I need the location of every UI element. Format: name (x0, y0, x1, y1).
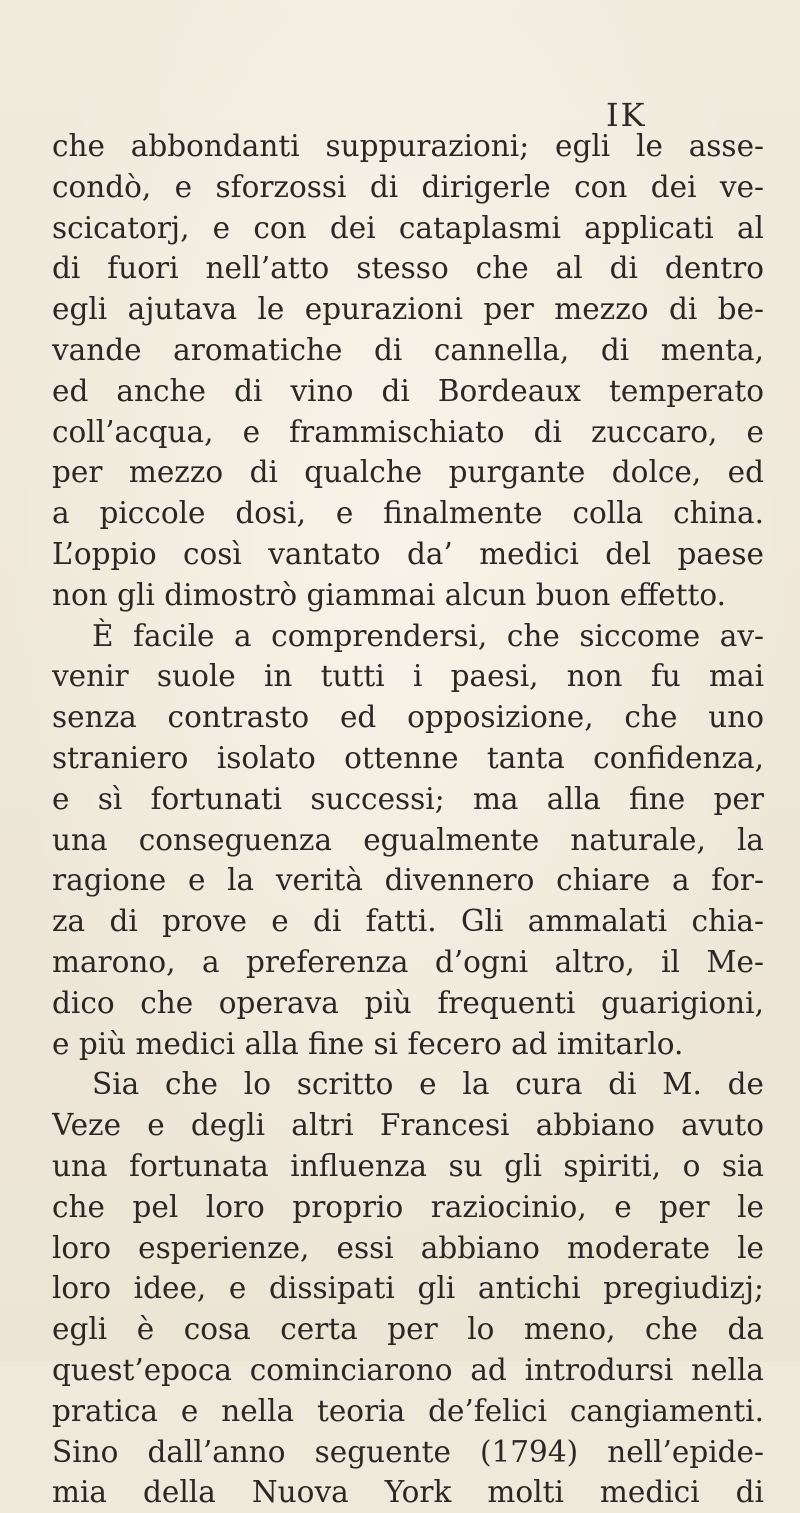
text-line: e più medici alla fine si fecero ad imitarlo. (52, 1026, 684, 1061)
text-line: mia della Nuova York molti medici di (52, 1475, 764, 1510)
text-line: dico che operava più frequenti guarigioni, (52, 985, 764, 1020)
text-line: Sia che lo scritto e la cura di M. de (92, 1067, 764, 1102)
text-line: loro idee, e dissipati gli antichi pregiudizj; (52, 1271, 764, 1306)
text-line: a piccole dosi, e finalmente colla china. (52, 496, 764, 531)
text-line: marono, a preferenza d’ogni altro, il Me- (52, 944, 764, 979)
text-line: scicatorj, e con dei cataplasmi applicati al (52, 210, 764, 245)
text-line: venir suole in tutti i paesi, non fu mai (52, 659, 764, 694)
text-line: za di prove e di fatti. Gli ammalati chia- (52, 904, 764, 939)
text-line: coll’acqua, e frammischiato di zuccaro, e (52, 414, 764, 449)
text-line: una conseguenza egualmente naturale, la (52, 822, 764, 857)
text-line: una fortunata influenza su gli spiriti, o sia (52, 1148, 764, 1183)
text-line: che abbondanti suppurazioni; egli le asse- (52, 129, 764, 163)
text-line: condò, e sforzossi di dirigerle con dei ve- (52, 169, 764, 204)
text-line: quest’epoca cominciarono ad introdursi nella (52, 1352, 764, 1387)
text-line: Sino dall’anno seguente (1794) nell’epide- (52, 1434, 764, 1469)
text-line: egli è cosa certa per lo meno, che da (52, 1312, 764, 1347)
text-line: che pel loro proprio raziocinio, e per le (52, 1189, 764, 1224)
text-line: e sì fortunati successi; ma alla fine per (52, 781, 764, 816)
text-line: loro esperienze, essi abbiano moderate le (52, 1230, 764, 1265)
text-line: ragione e la verità divennero chiare a for- (52, 863, 764, 898)
text-line: non gli dimostrò giammai alcun buon effetto. (52, 577, 726, 612)
text-line: pratica e nella teoria de’felici cangiamenti. (52, 1393, 764, 1428)
text-line: straniero isolato ottenne tanta confidenza, (52, 740, 764, 775)
page-number: IK (606, 96, 647, 134)
text-line: di fuori nell’atto stesso che al di dentro (52, 251, 764, 286)
text-line: per mezzo di qualche purgante dolce, ed (52, 455, 764, 490)
text-line: egli ajutava le epurazioni per mezzo di be- (52, 292, 764, 327)
text-line: senza contrasto ed opposizione, che uno (52, 700, 764, 735)
text-line: Veze e degli altri Francesi abbiano avuto (52, 1108, 764, 1143)
body-text (52, 126, 764, 1513)
text-line: ed anche di vino di Bordeaux temperato (52, 373, 764, 408)
text-line: vande aromatiche di cannella, di menta, (52, 332, 764, 367)
text-line: È facile a comprendersi, che siccome av- (92, 618, 764, 653)
text-line: L’oppio così vantato da’ medici del paese (52, 536, 764, 571)
